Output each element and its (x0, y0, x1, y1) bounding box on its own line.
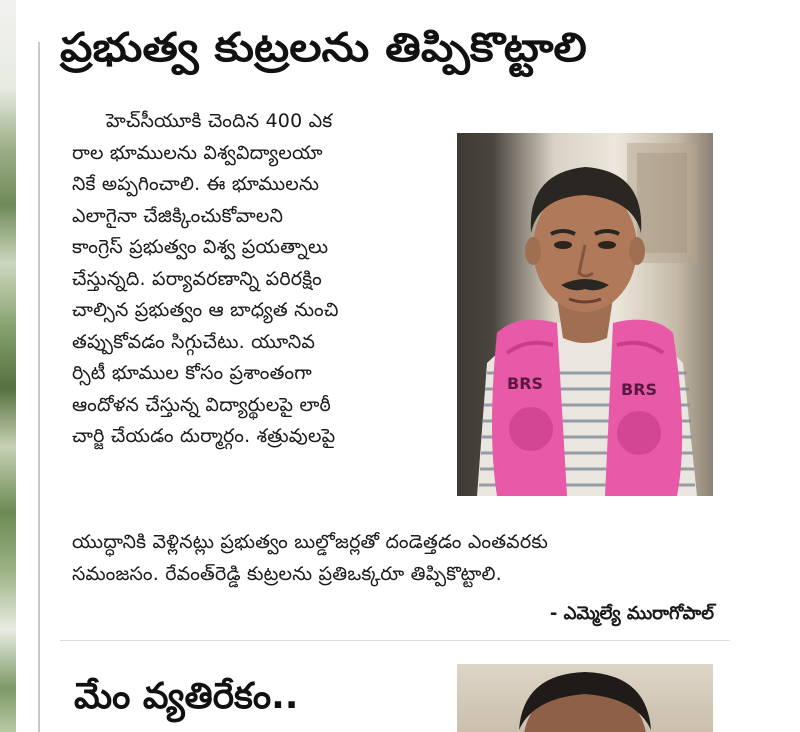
body-line: ఆందోళన చేస్తున్న విద్యార్థులపై లాఠీ (72, 393, 332, 416)
next-article-headline: మేం వ్యతిరేకం.. (74, 676, 299, 717)
body-line: నికే అప్పగించాలి. ఈ భూములను (72, 173, 320, 195)
article-body-column (72, 106, 450, 453)
body-line: ఎలాగైనా చేజిక్కించుకోవాలని (72, 204, 284, 227)
body-line: చేస్తున్నది. పర్యావరణాన్ని పరిరక్షిం (72, 267, 323, 290)
article-separator (60, 640, 730, 641)
article-headline: ప్రభుత్వ కుట్రలను తిప్పికొట్టాలి (60, 25, 587, 71)
body-line: యుద్ధానికి వెళ్లినట్లు ప్రభుత్వం బుల్డోజర్లతో దండెత్తడం ఎంతవరకు (72, 531, 549, 553)
body-line: కాంగ్రెస్ ప్రభుత్వం విశ్వ ప్రయత్నాలు (72, 236, 329, 258)
body-line: ర్సిటీ భూముల కోసం ప్రశాంతంగా (72, 362, 312, 384)
body-line: చార్జి చేయడం దుర్మార్గం. శత్రువులపై (72, 425, 336, 447)
scarf-logo-text: BRS (507, 374, 544, 393)
column-divider (38, 42, 40, 732)
next-article-photo (457, 664, 713, 732)
article-byline: - ఎమ్మెల్యే మురాగోపాల్ (549, 603, 714, 624)
mla-portrait-photo (457, 133, 713, 496)
body-line: హెచ్‌సీయూకి చెందిన 400 ఎక (106, 110, 333, 132)
body-line: రాల భూములను విశ్వవిద్యాలయా (72, 141, 323, 164)
scarf-logo-text: BRS (621, 380, 658, 399)
adjacent-page-photo-strip (0, 0, 16, 732)
body-line: చాల్సిన ప్రభుత్వం ఆ బాధ్యత నుంచి (72, 299, 339, 321)
body-line: తప్పుకోవడం సిగ్గుచేటు. యూనివ (72, 330, 316, 353)
body-line: సమంజసం. రేవంత్‌రెడ్డి కుట్రలను ప్రతిఒక్కరూ తిప్పికొట్టాలి. (72, 562, 502, 585)
article-body-wide (72, 527, 732, 590)
